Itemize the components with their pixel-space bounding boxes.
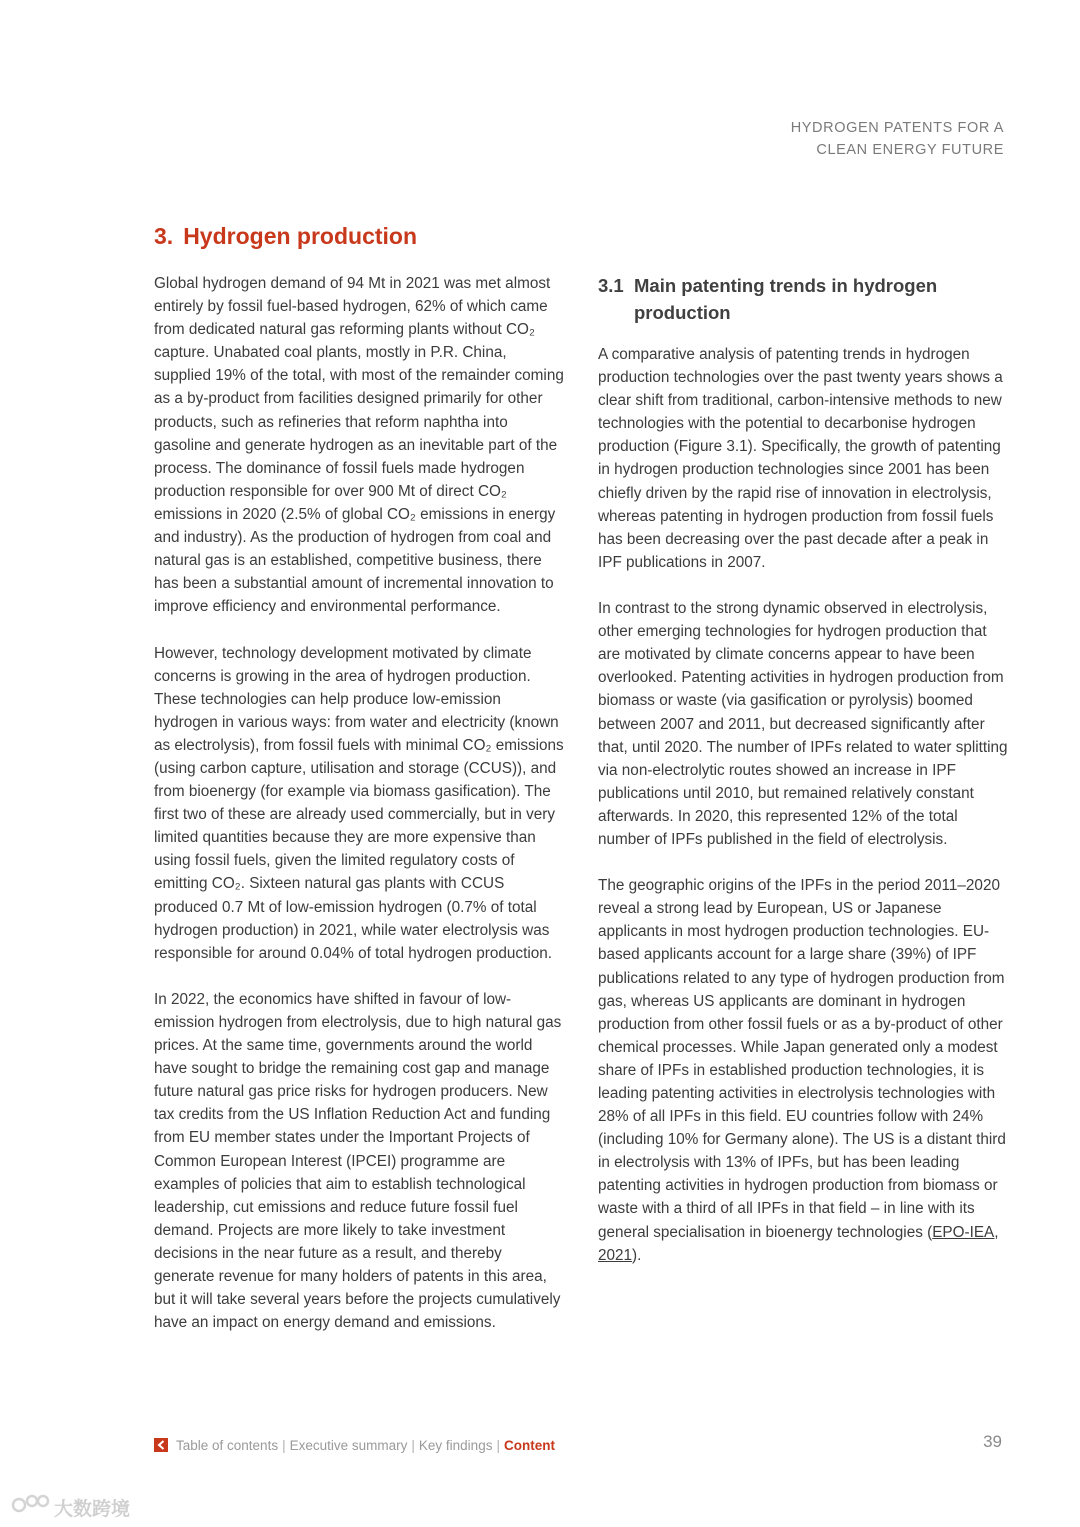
right-paragraph-3 [598,874,1008,1267]
section-number: 3. [154,223,174,249]
nav-table-of-contents[interactable]: Table of contents [176,1437,279,1453]
running-header [684,117,1004,161]
nav-separator: | [411,1437,415,1453]
nav-content[interactable]: Content [503,1437,555,1453]
right-paragraph-3-text: The geographic origins of the IPFs in the period 2011–2020 reveal a strong lead by European, US or Japanese applicants in most hydrogen production technologies. EU-based applicants account for a large share (39%) of IPF publications related to any type of hydrogen production from gas, whereas US applicants are dominant in hydrogen production from other fossil fuels or as a by-product of other chemical processes. While Japan generated only a modest share of IPFs in established production technologies, it is leading patenting activities in electrolysis technologies with 28% of all IPFs in this field. EU countries follow with 24% (including 10% for Germany alone). The US is a distant third in electrolysis with 13% of IPFs, but has been leading patenting activities in hydrogen production from biomass or waste with a third of all IPFs in that field – in line with its general specialisation in bioenergy technologies ( [598,877,1006,1241]
right-paragraph-2: In contrast to the strong dynamic observed in electrolysis, other emerging technologies for hydrogen production that are motivated by climate concerns appear to have been overlooked. Patenting activities in hydrogen production from biomass or waste (via gasification or pyrolysis) boomed between 2007 and 2011, but decreased significantly after that, until 2020. The number of IPFs related to water splitting via non-electrolytic routes showed an increase in IPF publications until 2010, but remained relatively constant afterwards. In 2020, this represented 12% of the total number of IPFs published in the field of electrolysis. [598,600,1008,848]
right-paragraph-1: A comparative analysis of patenting trends in hydrogen production technologies over the past twenty years shows a clear shift from traditional, carbon-intensive methods to new technologies with the potential to decarbonise hydrogen production (Figure 3.1). Specifically, the growth of patenting in hydrogen production technologies since 2001 has been chiefly driven by the rapid rise of innovation in electrolysis, whereas patenting in hydrogen production from fossil fuels has been decreasing over the past decade after a peak in IPF publications in 2007. [598,346,1003,571]
nav-separator: | [282,1437,286,1453]
nav-executive-summary[interactable]: Executive summary [289,1437,408,1453]
watermark-logo-icon [10,1493,50,1521]
left-paragraph-1: Global hydrogen demand of 94 Mt in 2021 was met almost entirely by fossil fuel-based hydrogen, 62% of which came from dedicated natural gas reforming plants without CO₂ capture. Unabated coal plants, mostly in P.R. China, supplied 19% of the total, with most of the remainder coming as a by-product from facilities designed primarily for other products, such as refineries that reform naphtha into gasoline and generate hydrogen as an inevitable part of the process. The dominance of fossil fuels made hydrogen production responsible for over 900 Mt of direct CO₂ emissions in 2020 (2.5% of global CO₂ emissions in energy and industry). As the production of hydrogen from coal and natural gas is an established, competitive business, there has been a substantial amount of incremental innovation to improve efficiency and environmental performance. [154,275,564,616]
left-paragraph-2: However, technology development motivated by climate concerns is growing in the area of hydrogen production. These technologies can help produce low-emission hydrogen in various ways: from water and electricity (known as electrolysis), from fossil fuels with minimal CO₂ emissions (using carbon capture, utilisation and storage (CCUS)), and from bioenergy (for example via biomass gasification). The first two of these are already used commercially, but in very limited quantities because they are more expensive than using fossil fuels, given the limited regulatory costs of emitting CO₂. Sixteen natural gas plants with CCUS produced 0.7 Mt of low-emission hydrogen (0.7% of total hydrogen production) in 2021, while water electrolysis was responsible for around 0.04% of total hydrogen production. [154,644,564,962]
section-title [154,220,417,252]
nav-separator: | [496,1437,500,1453]
running-header-line1: HYDROGEN PATENTS FOR A [790,120,1004,136]
footer-navigation [154,1435,555,1455]
right-paragraph-3-end: ). [632,1246,642,1264]
back-arrow-icon[interactable] [154,1438,168,1452]
watermark [10,1493,130,1521]
section-title-text: Hydrogen production [183,223,418,249]
right-column [598,272,1008,1290]
watermark-text: 大数跨境 [54,1498,131,1520]
left-paragraph-3: In 2022, the economics have shifted in favour of low-emission hydrogen from electrolysis, due to high natural gas prices. At the same time, governments around the world have sought to bridge the remaining cost gap and manage future natural gas price risks for hydrogen producers. New tax credits from the US Inflation Reduction Act and funding from EU member states under the Important Projects of Common European Interest (IPCEI) programme are examples of policies that aim to establish technological leadership, cut emissions and reduce future fossil fuel demand. Projects are more likely to take investment decisions in the near future as a result, and thereby generate revenue for many holders of patents in this area, but it will take several years before the projects cumulatively have an impact on energy demand and emissions. [154,990,562,1332]
subsection-title-text: Main patenting trends in hydrogen production [634,275,938,323]
subsection-number: 3.1 [598,275,624,296]
page-number: 39 [983,1432,1002,1451]
left-column [154,272,564,1357]
nav-key-findings[interactable]: Key findings [418,1437,493,1453]
subsection-title [598,272,1008,326]
citation-link[interactable]: EPO-IEA, 2021 [598,1223,999,1264]
running-header-line2: CLEAN ENERGY FUTURE [816,142,1004,158]
